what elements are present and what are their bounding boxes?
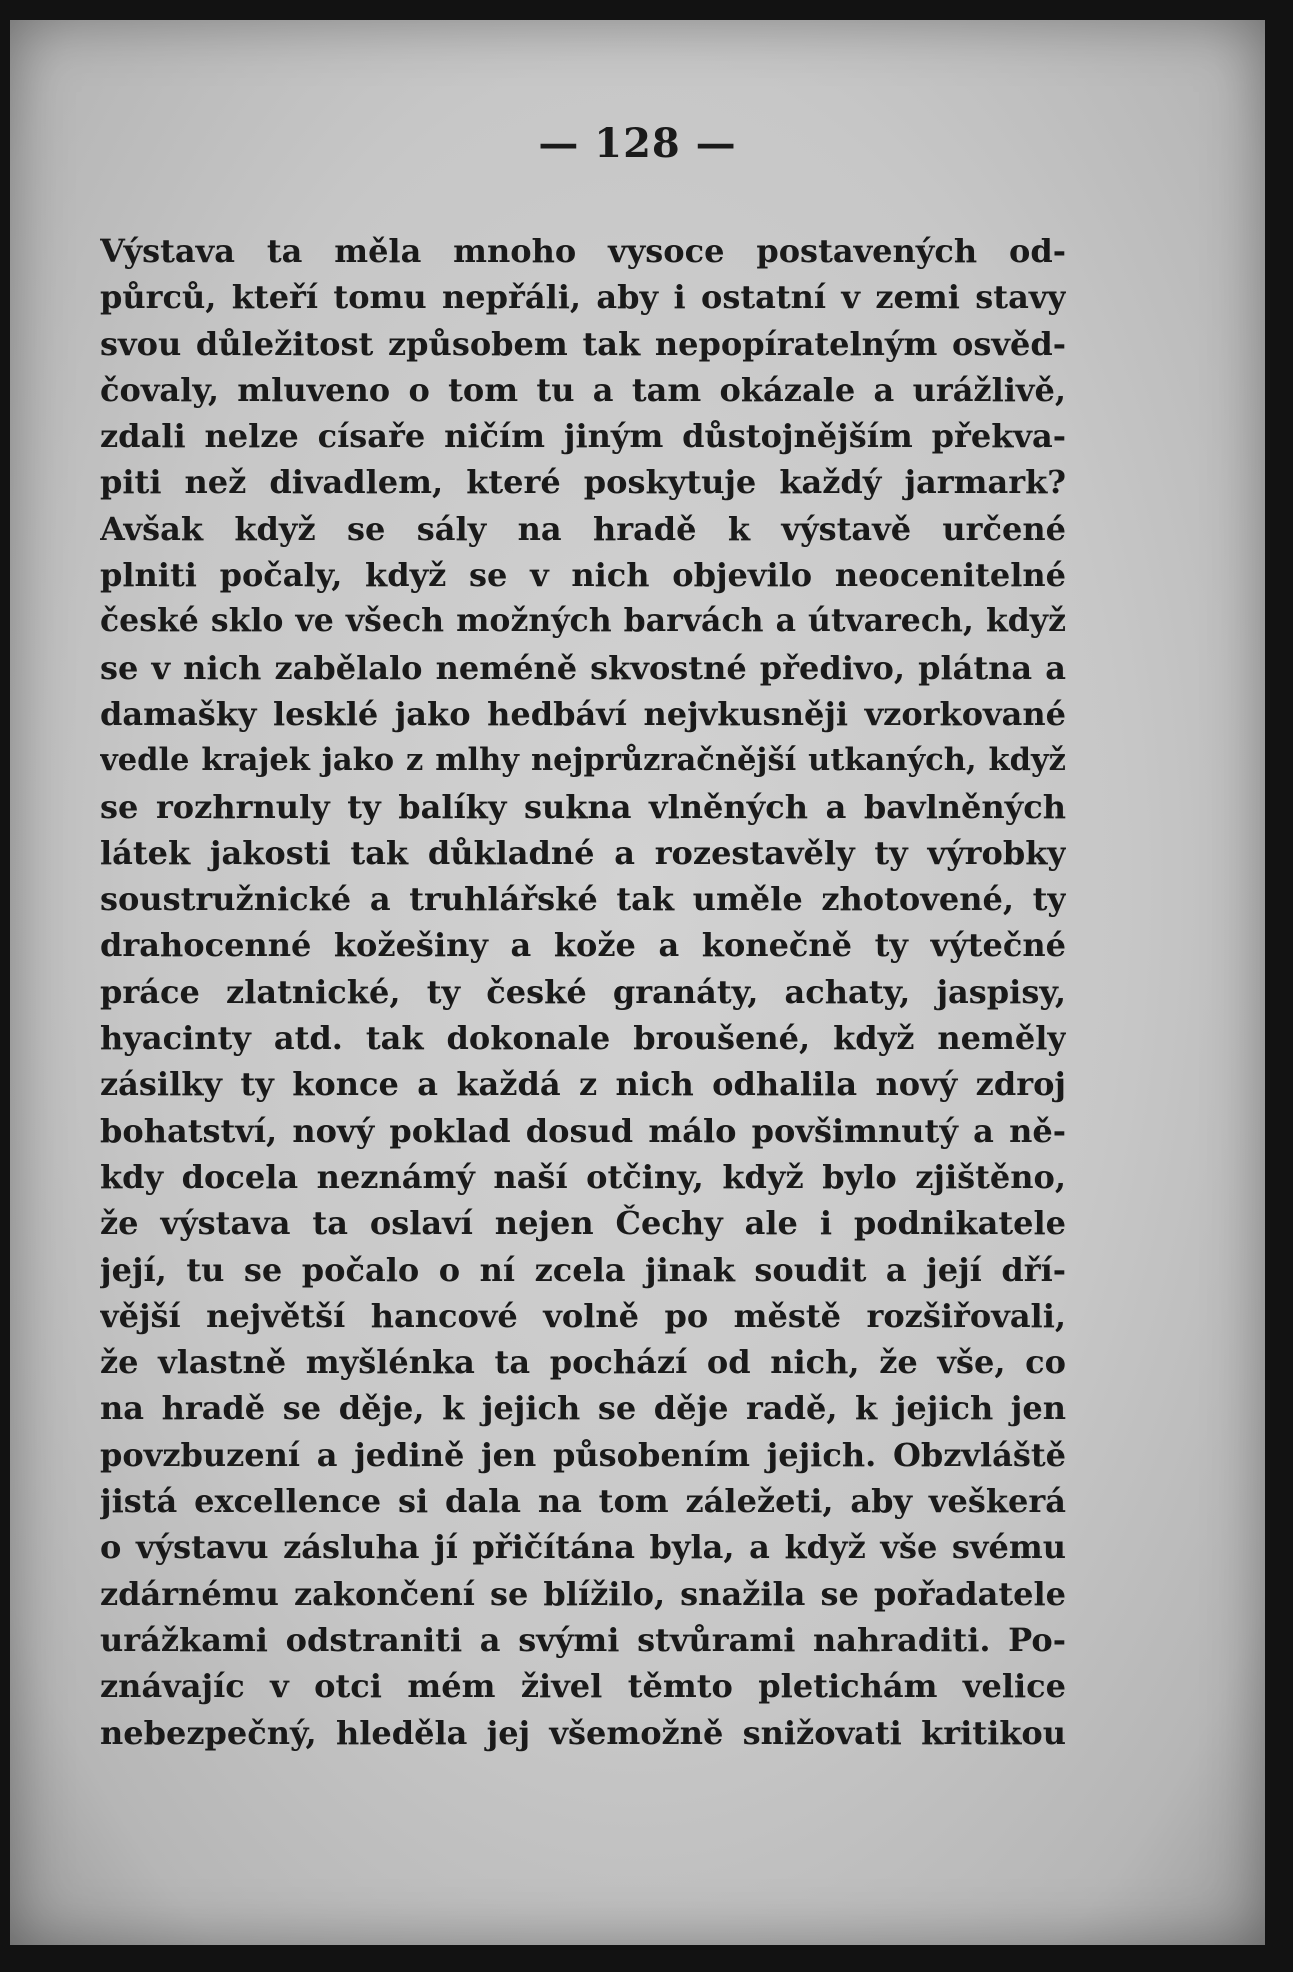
text-line: její, tu se počalo o ní zcela jinak soudit a její dří- (100, 1250, 1066, 1289)
text-line: Avšak když se sály na hradě k výstavě určené (100, 509, 1066, 548)
text-line: se v nich zabělalo neméně skvostné předivo, plátna a (100, 648, 1066, 687)
text-line: nebezpečný, hleděla jej všemožně snižovati kritikou (100, 1713, 1066, 1752)
text-line: se rozhrnuly ty balíky sukna vlněných a bavlněných (100, 787, 1066, 826)
text-line: bohatství, nový poklad dosud málo povšimnutý a ně- (100, 1111, 1066, 1150)
text-line: svou důležitost způsobem tak nepopíratelným osvěd- (100, 324, 1066, 363)
text-line: zdárnému zakončení se blížilo, snažila se pořadatele (100, 1574, 1066, 1613)
text-line: povzbuzení a jedině jen působením jejich. Obzvláště (100, 1435, 1066, 1474)
text-line: na hradě se děje, k jejich se děje radě, k jejich jen (100, 1389, 1066, 1428)
page-number: — 128 — (538, 120, 737, 167)
body-text (100, 228, 1066, 1756)
text-line: o výstavu zásluha jí přičítána byla, a když vše svému (100, 1528, 1066, 1567)
text-line: vější největší hancové volně po městě rozšiřovali, (100, 1296, 1066, 1335)
text-line: hyacinty atd. tak dokonale broušené, když neměly (100, 1019, 1066, 1058)
text-line: že výstava ta oslaví nejen Čechy ale i podnikatele (100, 1204, 1066, 1243)
text-line: látek jakosti tak důkladné a rozestavěly ty výrobky (100, 833, 1066, 872)
text-line: Výstava ta měla mnoho vysoce postavených od- (100, 232, 1066, 270)
text-line: damašky lesklé jako hedbáví nejvkusněji vzorkované (100, 694, 1066, 733)
text-line: české sklo ve všech možných barvách a útvarech, když (100, 602, 1066, 640)
text-line: znávajíc v otci mém živel těmto pletichám velice (100, 1667, 1066, 1706)
text-line: práce zlatnické, ty české granáty, achaty, jaspisy, (100, 972, 1066, 1011)
text-line: plniti počaly, když se v nich objevilo neocenitelné (100, 556, 1066, 595)
text-line: drahocenné kožešiny a kože a konečně ty výtečné (100, 926, 1066, 965)
text-line: urážkami odstraniti a svými stvůrami nahraditi. Po- (100, 1620, 1066, 1659)
text-line: vedle krajek jako z mlhy nejprůzračnější utkaných, když (100, 742, 1066, 779)
text-line: jistá excellence si dala na tom záležeti, aby veškerá (100, 1482, 1066, 1521)
text-line: zásilky ty konce a každá z nich odhalila nový zdroj (100, 1065, 1066, 1104)
text-line: půrců, kteří tomu nepřáli, aby i ostatní v zemi stavy (100, 278, 1066, 317)
text-line: kdy docela neznámý naší otčiny, když bylo zjištěno, (100, 1157, 1066, 1196)
text-line: čovaly, mluveno o tom tu a tam okázale a urážlivě, (100, 370, 1066, 409)
text-line: piti než divadlem, které poskytuje každý jarmark? (100, 463, 1066, 502)
text-line: zdali nelze císaře ničím jiným důstojnějším překva- (100, 417, 1066, 456)
book-page (10, 20, 1265, 1945)
text-line: že vlastně myšlénka ta pochází od nich, že vše, co (100, 1343, 1066, 1382)
text-line: soustružnické a truhlářské tak uměle zhotovené, ty (100, 880, 1066, 919)
